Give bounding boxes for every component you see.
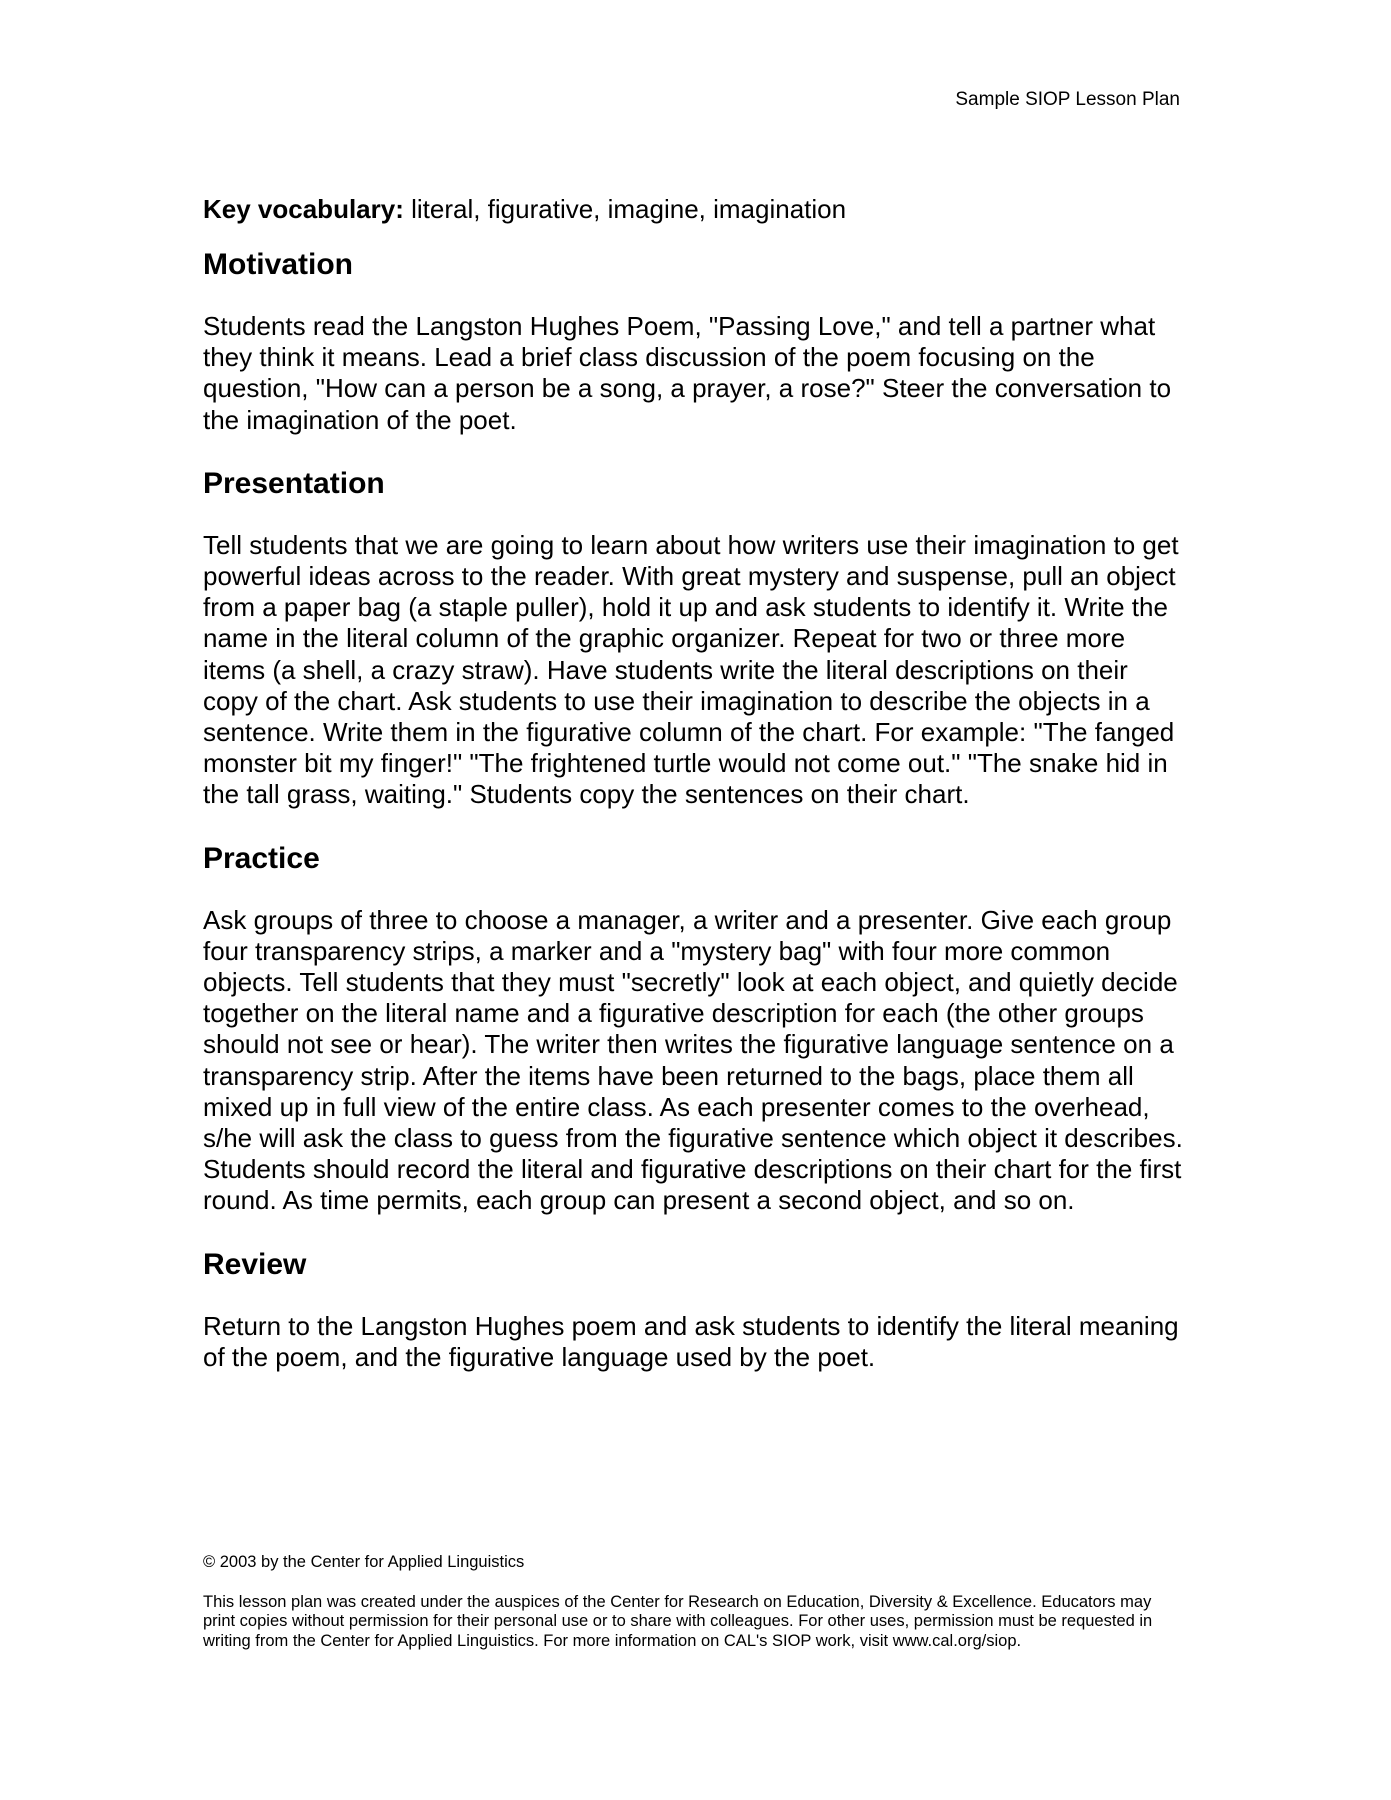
review-body: Return to the Langston Hughes poem and ask students to identify the literal meaning of the poem, and the figurative language used by the poet. <box>203 1310 1179 1372</box>
copyright-notice: © 2003 by the Center for Applied Linguistics <box>203 1553 525 1571</box>
presentation-section <box>203 466 1183 811</box>
review-section <box>203 1247 1183 1373</box>
presentation-heading: Presentation <box>203 466 385 500</box>
motivation-body: Students read the Langston Hughes Poem, "Passing Love," and tell a partner what they think it means. Lead a brief class discussion of the poem focusing on the question, "How can a person be a song, a prayer, a rose?" Steer the conversation to the imagination of the poet. <box>203 311 1172 435</box>
practice-section <box>203 841 1183 1217</box>
motivation-heading: Motivation <box>203 248 353 281</box>
practice-heading: Practice <box>203 841 320 875</box>
key-vocabulary-terms: literal, figurative, imagine, imagination <box>403 194 847 224</box>
key-vocabulary <box>203 193 1183 225</box>
lesson-content <box>203 193 1183 1403</box>
presentation-body: Tell students that we are going to learn about how writers use their imagination to get powerful ideas across to the reader. With great mystery and suspense, pull an object from a paper bag (a staple puller), hold it up and ask students to identify it. Write the name in the literal column of the graphic organizer. Repeat for two or three more items (a shell, a crazy straw). Have students write the literal descriptions on their copy of the chart. Ask students to use their imagination to describe the objects in a sentence. Write them in the figurative column of the chart. For example: "The fanged monster bit my finger!" "The frightened turtle would not come out." "The snake hid in the tall grass, waiting." Students copy the sentences on their chart. <box>203 529 1179 810</box>
motivation-section <box>203 247 1183 436</box>
practice-body: Ask groups of three to choose a manager, a writer and a presenter. Give each group four transparency strips, a marker and a "mystery bag" with four more common objects. Tell students that they must "secretly" look at each object, and quietly decide together on the literal name and a figurative description for each (the other groups should not see or hear). The writer then writes the figurative language sentence on a transparency strip. After the items have been returned to the bags, place them all mixed up in full view of the entire class. As each presenter comes to the overhead, s/he will ask the class to guess from the figurative sentence which object it describes. Students should record the literal and figurative descriptions on their chart for the first round. As time permits, each group can present a second object, and so on. <box>203 904 1183 1216</box>
running-header: Sample SIOP Lesson Plan <box>955 89 1180 110</box>
key-vocabulary-label: Key vocabulary: <box>203 194 404 224</box>
footer <box>203 1553 1163 1651</box>
usage-notice: This lesson plan was created under the auspices of the Center for Research on Education, Diversity & Excellence. Educators may print copies without permission for their personal use or to share with colleagues. For other uses, permission must be requested in writing from the Center for Applied Linguistics. For more information on CAL's SIOP work, visit www.cal.org/siop. <box>203 1592 1153 1650</box>
review-heading: Review <box>203 1247 307 1281</box>
